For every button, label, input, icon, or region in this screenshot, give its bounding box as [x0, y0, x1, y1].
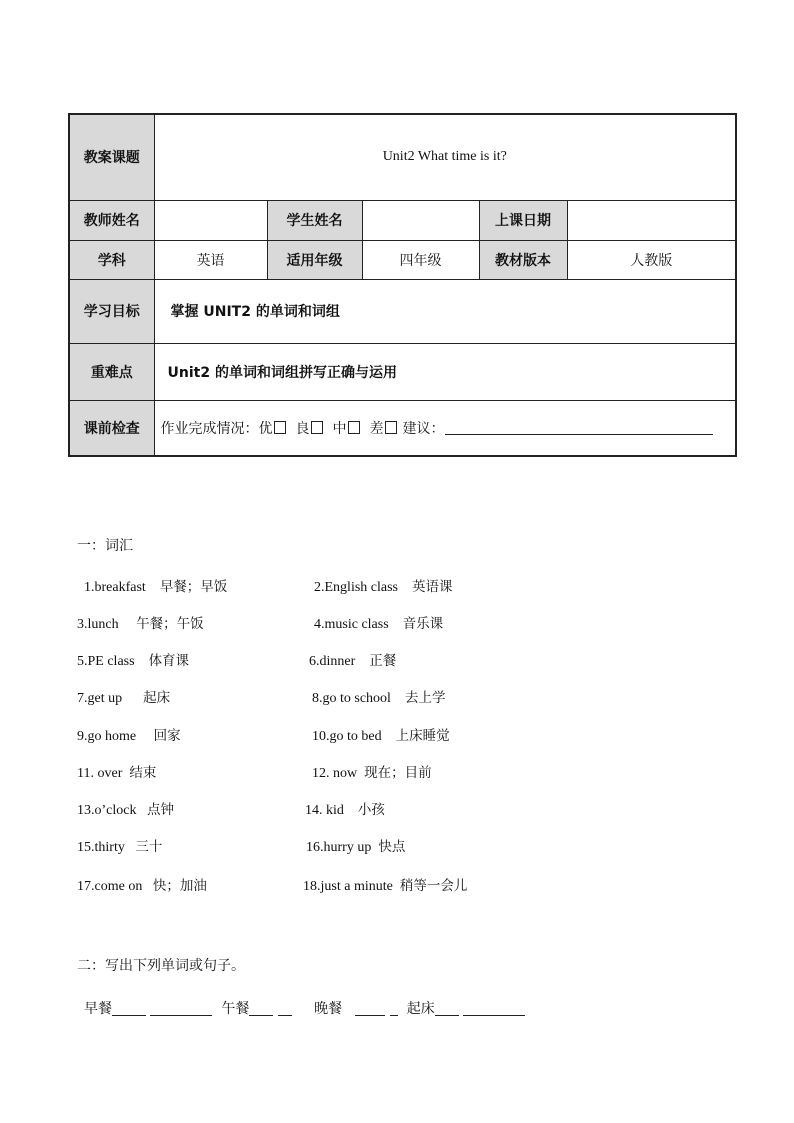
section2-title: 二：写出下列单词或句子。	[77, 958, 245, 974]
vocab-en: 6.dinner	[309, 654, 356, 669]
date-value	[567, 200, 736, 240]
vocab-item-13	[77, 798, 174, 819]
student-label: 学生姓名	[267, 200, 362, 240]
vocab-en: 7.get up	[77, 691, 123, 706]
vocab-cn: 现在；目前	[364, 765, 432, 781]
vocab-cn: 音乐课	[402, 616, 444, 632]
vocab-item-7	[77, 686, 170, 707]
edition-label: 教材版本	[479, 240, 567, 279]
blank-4[interactable]	[278, 1001, 292, 1016]
vocab-item-10	[312, 724, 450, 745]
date-label: 上课日期	[479, 200, 567, 240]
vocab-cn: 三十	[135, 839, 163, 855]
precheck-row	[154, 400, 736, 456]
vocab-item-3	[77, 612, 204, 633]
word-get-up: 起床	[406, 1001, 435, 1017]
grade-value: 四年级	[362, 240, 479, 279]
section1-title: 一：词汇	[77, 538, 133, 554]
vocab-cn: 上床睡觉	[395, 728, 450, 744]
option-fair: 中	[332, 420, 347, 437]
vocab-en: 8.go to school	[312, 691, 391, 706]
vocab-en: 5.PE class	[77, 654, 135, 669]
vocab-en: 13.o’clock	[77, 803, 137, 818]
vocab-cn: 小孩	[357, 802, 385, 818]
vocab-en: 14. kid	[305, 803, 344, 818]
vocab-en: 4.music class	[314, 617, 389, 632]
vocab-en: 3.lunch	[77, 617, 119, 632]
option-good: 良	[295, 420, 310, 437]
vocab-item-11	[77, 761, 156, 782]
vocab-cn: 点钟	[146, 802, 174, 818]
vocab-cn: 回家	[153, 728, 181, 744]
vocab-item-8	[312, 686, 445, 707]
option-excellent: 优	[258, 420, 273, 437]
blank-6[interactable]	[390, 1001, 398, 1016]
precheck-prefix: 作业完成情况：	[160, 420, 259, 437]
vocab-cn: 稍等一会儿	[399, 878, 468, 894]
word-breakfast: 早餐	[84, 1001, 112, 1017]
teacher-label: 教师姓名	[69, 200, 154, 240]
key-points-value: Unit2 的单词和词组拼写正确与运用	[154, 343, 736, 400]
word-lunch: 午餐	[221, 1001, 250, 1017]
vocab-cn: 早餐；早饭	[159, 579, 228, 595]
vocab-item-14	[305, 798, 385, 819]
checkbox-excellent[interactable]	[274, 421, 286, 434]
goal-label: 学习目标	[69, 279, 154, 343]
teacher-value	[154, 200, 267, 240]
subject-value: 英语	[154, 240, 267, 279]
vocab-item-12	[312, 761, 432, 782]
vocab-cn: 结束	[129, 765, 157, 781]
vocab-item-9	[77, 724, 181, 745]
vocab-en: 16.hurry up	[306, 840, 372, 855]
subject-label: 学科	[69, 240, 154, 279]
topic-value: Unit2 What time is it?	[154, 114, 736, 200]
vocab-item-2	[314, 575, 453, 596]
vocab-en: 2.English class	[314, 580, 398, 595]
blank-3[interactable]	[249, 1001, 273, 1016]
precheck-label: 课前检查	[69, 400, 154, 456]
vocab-item-4	[314, 612, 443, 633]
vocab-en: 1.breakfast	[84, 580, 146, 595]
vocab-item-6	[309, 649, 396, 670]
vocab-en: 15.thirty	[77, 840, 125, 855]
word-dinner: 晚餐	[314, 1001, 343, 1017]
vocab-cn: 正餐	[369, 653, 397, 669]
option-poor: 差	[369, 420, 384, 437]
vocab-cn: 体育课	[148, 653, 190, 669]
vocab-en: 10.go to bed	[312, 729, 382, 744]
suggestion-line[interactable]	[445, 420, 713, 435]
vocab-en: 12. now	[312, 766, 358, 781]
vocab-cn: 起床	[143, 690, 171, 706]
key-points-label: 重难点	[69, 343, 154, 400]
checkbox-poor[interactable]	[385, 421, 397, 434]
vocab-en: 9.go home	[77, 729, 137, 744]
checkbox-fair[interactable]	[348, 421, 360, 434]
student-value	[362, 200, 479, 240]
vocab-item-17	[77, 874, 207, 895]
blank-2[interactable]	[150, 1001, 212, 1016]
blank-8[interactable]	[463, 1001, 525, 1016]
vocab-item-16	[306, 835, 405, 856]
blank-7[interactable]	[435, 1001, 459, 1016]
vocab-cn: 英语课	[412, 579, 453, 595]
vocab-item-15	[77, 835, 162, 856]
vocab-en: 17.come on	[77, 879, 143, 894]
edition-value: 人教版	[567, 240, 736, 279]
checkbox-good[interactable]	[311, 421, 323, 434]
vocab-item-1	[84, 575, 227, 596]
goal-value: 掌握 UNIT2 的单词和词组	[154, 279, 736, 343]
vocab-item-5	[77, 649, 189, 670]
fill-in-row	[84, 998, 525, 1018]
topic-label: 教案课题	[69, 114, 154, 200]
vocab-cn: 午餐；午饭	[136, 616, 204, 632]
blank-1[interactable]	[112, 1001, 146, 1016]
grade-label: 适用年级	[267, 240, 362, 279]
vocab-cn: 快点	[378, 839, 406, 855]
blank-5[interactable]	[355, 1001, 385, 1016]
suggestion-label: 建议：	[402, 420, 445, 437]
vocab-cn: 快；加油	[152, 878, 207, 894]
vocab-en: 18.just a minute	[303, 879, 393, 894]
lesson-info-table	[68, 113, 737, 457]
vocab-en: 11. over	[77, 766, 123, 781]
vocab-item-18	[303, 874, 467, 895]
vocab-cn: 去上学	[404, 690, 446, 706]
